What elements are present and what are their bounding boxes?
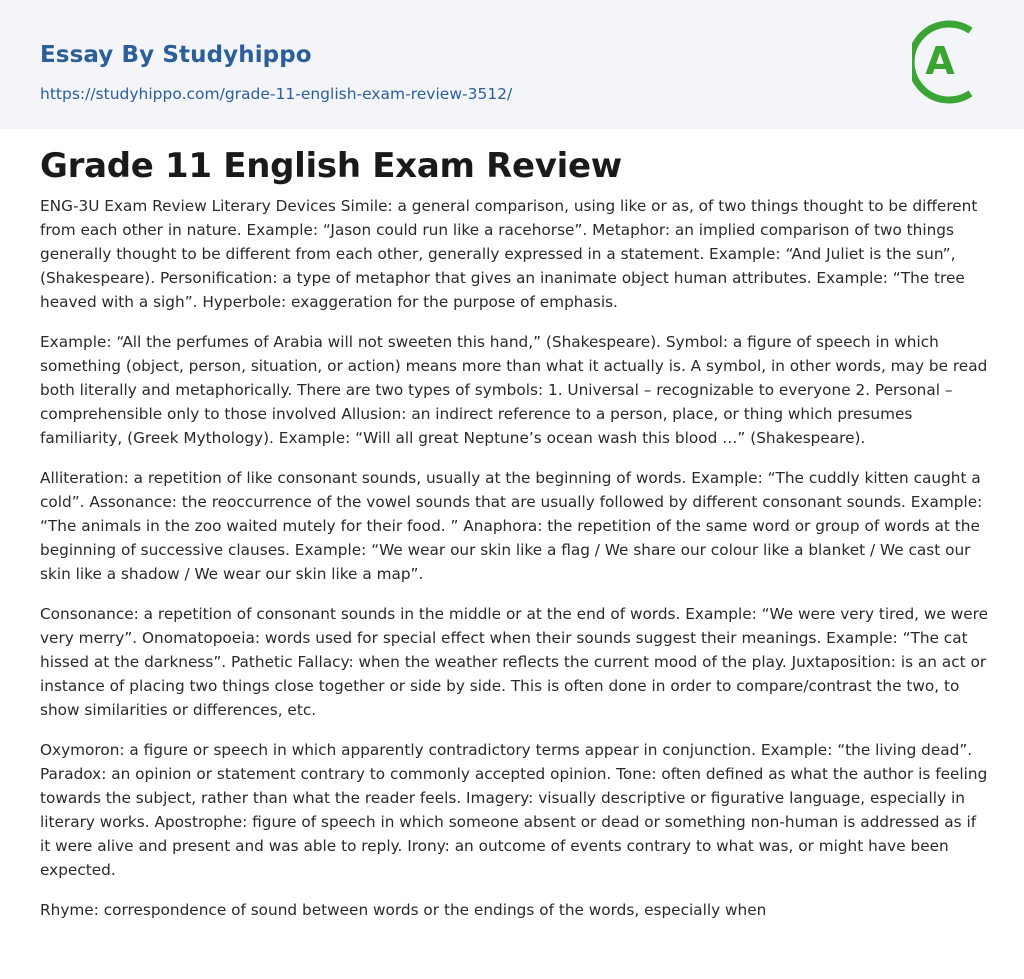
essay-body [40,194,990,938]
essay-url-link[interactable]: https://studyhippo.com/grade-11-english-exam-review-3512/ [40,85,513,103]
essay-paragraph: Oxymoron: a figure or speech in which apparently contradictory terms appear in conjunction. Example: “the living dead”. Paradox: an opinion or statement contrary to commonly accepted opinion. Tone: often defined as what the author is feeling towards the subject, rather than what the reader feels. Imagery: visually descriptive or figurative language, especially in literary works. Apostrophe: figure of speech in which someone absent or dead or something non-human is addressed as if it were alive and present and was able to reply. Irony: an outcome of events contrary to what was, or might have been expected. [40,741,988,879]
essay-paragraph: ENG-3U Exam Review Literary Devices Simile: a general comparison, using like or as, of two things thought to be different from each other in nature. Example: “Jason could run like a racehorse”. Metaphor: an implied comparison of two things generally thought to be different from each other, generally expressed in a statement. Example: “And Juliet is the sun”, (Shakespeare). Personification: a type of metaphor that gives an inanimate object human attributes. Example: “The tree heaved with a sigh”. Hyperbole: exaggeration for the purpose of emphasis. [40,197,978,311]
essay-paragraph: Consonance: a repetition of consonant sounds in the middle or at the end of words. Example: “We were very tired, we were very merry”. Onomatopoeia: words used for special effect when their sounds suggest their meanings. Example: “The cat hissed at the darkness”. Pathetic Fallacy: when the weather reflects the current mood of the play. Juxtaposition: is an act or instance of placing two things close together or side by side. This is often done in order to compare/contrast the two, to show similarities or differences, etc. [40,605,988,719]
essay-paragraph: Example: “All the perfumes of Arabia will not sweeten this hand,” (Shakespeare). Symbol: a figure of speech in which something (object, person, situation, or action) means more than what it actually is. A symbol, in other words, may be read both literally and metaphorically. There are two types of symbols: 1. Universal – recognizable to everyone 2. Personal – comprehensible only to those involved Allusion: an indirect reference to a person, place, or thing which presumes familiarity, (Greek Mythology). Example: “Will all great Neptune’s ocean wash this blood …” (Shakespeare). [40,333,988,447]
brand-title[interactable]: Essay By Studyhippo [40,42,312,68]
site-header [0,0,1024,129]
studyhippo-logo[interactable] [912,18,988,106]
logo-letter: A [925,39,955,83]
essay-paragraph: Rhyme: correspondence of sound between words or the endings of the words, especially when [40,901,767,919]
essay-title: Grade 11 English Exam Review [40,146,622,186]
essay-paragraph: Alliteration: a repetition of like consonant sounds, usually at the beginning of words. Example: “The cuddly kitten caught a cold”. Assonance: the reoccurrence of the vowel sounds that are usually followed by different consonant sounds. Example: “The animals in the zoo waited mutely for their food. ” Anaphora: the repetition of the same word or group of words at the beginning of successive clauses. Example: “We wear our skin like a flag / We share our colour like a blanket / We cast our skin like a shadow / We wear our skin like a map”. [40,469,983,583]
